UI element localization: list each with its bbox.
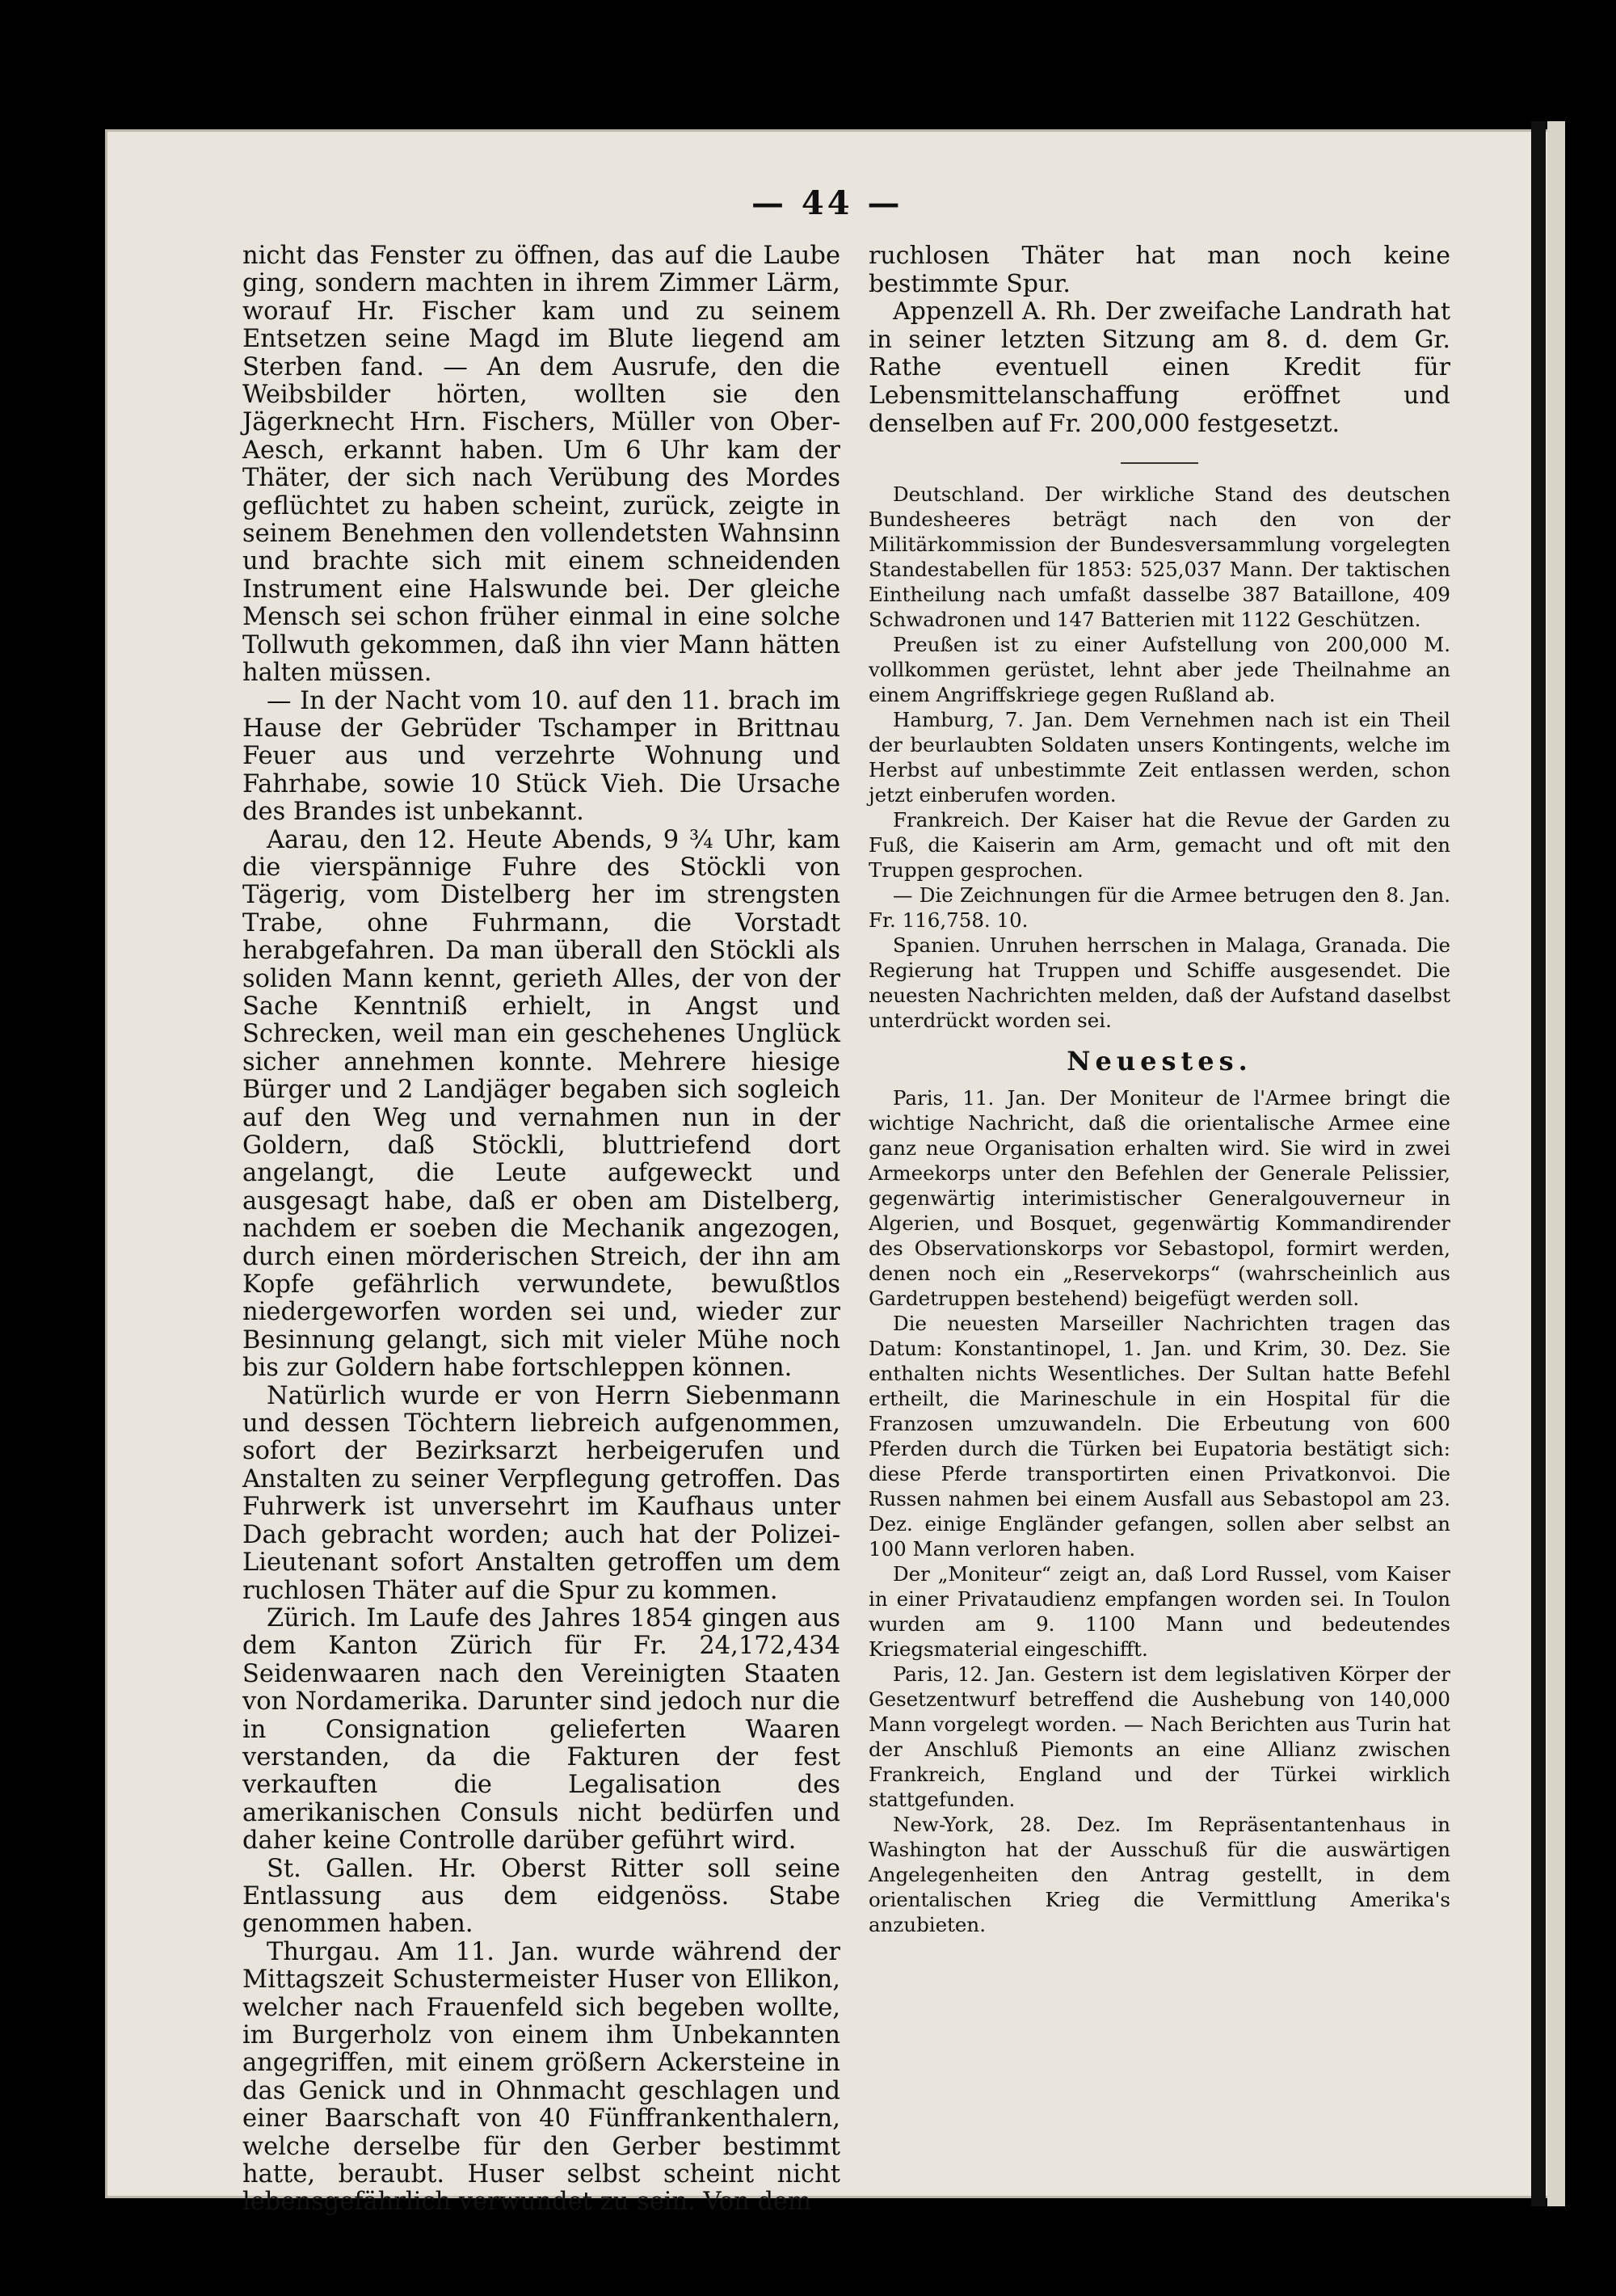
paragraph-moniteur: Der „Moniteur“ zeigt an, daß Lord Russel, vom Kaiser in einer Privataudienz empfangen worden sei. In Toulon wurden am 9. 1100 Mann und bedeutendes Kriegsmaterial eingeschifft. xyxy=(869,1562,1450,1662)
paragraph-siebenmann: Natürlich wurde er von Herrn Siebenmann und dessen Töchtern liebreich aufgenommen, sofort der Bezirksarzt herbeigerufen und Anstalten zu seiner Verpflegung getroffen. Das Fuhrwerk ist unversehrt im Kaufhaus unter Dach gebracht worden; auch hat der Polizei-Lieutenant sofort Anstalten getroffen um dem ruchlosen Thäter auf die Spur zu kommen. xyxy=(242,1381,840,1605)
facing-page-edge xyxy=(1547,121,1565,2206)
right-column xyxy=(869,242,1450,1937)
section-divider xyxy=(1121,462,1198,464)
paragraph-aarau: Aarau, den 12. Heute Abends, 9 ¾ Uhr, kam die vierspännige Fuhre des Stöckli von Tägerig, vom Distelberg her im strengsten Trabe, ohne Fuhrmann, die Vorstadt herabgefahren. Da man überall den Stöckli als soliden Mann kennt, gerieth Alles, der von der Sache Kenntniß erhielt, in Angst und Schrecken, weil man ein geschehenes Unglück sicher annehmen konnte. Mehrere hiesige Bürger und 2 Landjäger begaben sich sogleich auf den Weg und vernahmen nun in der Goldern, daß Stöckli, bluttriefend dort angelangt, die Leute aufgeweckt und ausgesagt habe, daß er oben am Distelberg, nachdem er soeben die Mechanik angezogen, durch einen mörderischen Streich, der ihn am Kopfe gefährlich verwundete, bewußtlos niedergeworfen worden sei und, wieder zur Besinnung gelangt, sich mit vieler Mühe noch bis zur Goldern habe fortschleppen können. xyxy=(242,825,840,1383)
paragraph-paris-12: Paris, 12. Jan. Gestern ist dem legislativen Körper der Gesetzentwurf betreffend die Aushebung von 140,000 Mann vorgelegt worden. — Nach Berichten aus Turin hat der Anschluß Piemonts an eine Allianz zwischen Frankreich, England und der Türkei wirklich stattgefunden. xyxy=(869,1662,1450,1812)
section-heading-neuestes: Neuestes. xyxy=(1067,1046,1252,1077)
paragraph-fischer-murder: nicht das Fenster zu öffnen, das auf die Laube ging, sondern machten in ihrem Zimmer Lärm, worauf Hr. Fischer kam und zu seinem Entsetzen seine Magd im Blute liegend am Sterben fand. — An dem Ausrufe, den die Weibsbilder hörten, wollten sie den Jägerknecht Hrn. Fischers, Müller von Ober-Aesch, erkannt haben. Um 6 Uhr kam der Thäter, der sich nach Verübung des Mordes geflüchtet zu haben scheint, zurück, zeigte in seinem Benehmen den vollendetsten Wahnsinn und brachte sich mit einem schneidenden Instrument eine Halswunde bei. Der gleiche Mensch sei schon früher einmal in eine solche Tollwuth gekommen, daß ihn vier Mann hätten halten müssen. xyxy=(242,242,840,688)
paragraph-thurgau: Thurgau. Am 11. Jan. wurde während der Mittagszeit Schustermeister Huser von Ellikon, welcher nach Frauenfeld sich begeben wollte, im Burgerholz von einem ihm Unbekannten angegriffen, mit einem größern Ackersteine in das Genick und in Ohnmacht geschlagen und einer Baarschaft von 40 Fünffrankenthalern, welche derselbe für den Gerber bestimmt hatte, beraubt. Huser selbst scheint nicht lebensgefährlich verwundet zu sein. Von dem xyxy=(242,1937,840,2217)
paragraph-paris-11: Paris, 11. Jan. Der Moniteur de l'Armee bringt die wichtige Nachricht, daß die orientalische Armee eine ganz neue Organisation erhalten wird. Sie wird in zwei Armeekorps unter den Befehlen der Generale Pelissier, gegenwärtig interimistischer Generalgouverneur in Algerien, und Bosquet, gegenwärtig Kommandirender des Observationskorps vor Sebastopol, formirt werden, denen noch ein „Reservekorps“ (wahrscheinlich aus Gardetruppen bestehend) beigefügt werden soll. xyxy=(869,1086,1450,1311)
paragraph-hamburg: Hamburg, 7. Jan. Dem Vernehmen nach ist ein Theil der beurlaubten Soldaten unsers Kontingents, welche im Herbst auf unbestimmte Zeit entlassen werden, schon jetzt einberufen worden. xyxy=(869,708,1450,807)
page-number: — 44 — xyxy=(751,184,903,222)
book-gutter xyxy=(1531,121,1546,2206)
paragraph-brittnau-fire: — In der Nacht vom 10. auf den 11. brach im Hause der Gebrüder Tschamper in Brittnau Feuer aus und verzehrte Wohnung und Fahrhabe, sowie 10 Stück Vieh. Die Ursache des Brandes ist unbekannt. xyxy=(242,686,840,827)
paragraph-marseille: Die neuesten Marseiller Nachrichten tragen das Datum: Konstantinopel, 1. Jan. und Krim, 30. Dez. Sie enthalten nichts Wesentliches. Der Sultan hatte Befehl ertheilt, die Marineschule in ein Hospital für die Franzosen umzuwandeln. Die Erbeutung von 600 Pferden durch die Türken bei Eupatoria bestätigt sich: diese Pferde transportirten einen Privatkonvoi. Die Russen nahmen bei einem Ausfall aus Sebastopol am 23. Dez. einige Engländer gefangen, sollen aber selbst an 100 Mann verloren haben. xyxy=(869,1312,1450,1561)
paragraph-frankreich: Frankreich. Der Kaiser hat die Revue der Garden zu Fuß, die Kaiserin am Arm, gemacht und oft mit den Truppen gesprochen. xyxy=(869,808,1450,883)
left-column xyxy=(242,242,840,2217)
paragraph-new-york: New-York, 28. Dez. Im Repräsentantenhaus in Washington hat der Ausschuß für die auswärtigen Angelegenheiten den Antrag gestellt, in dem orientalischen Krieg die Vermittlung Amerika's anzubieten. xyxy=(869,1813,1450,1937)
paragraph-preussen: Preußen ist zu einer Aufstellung von 200,000 M. vollkommen gerüstet, lehnt aber jede Theilnahme an einem Angriffskriege gegen Rußland ab. xyxy=(869,633,1450,707)
paragraph-appenzell: Appenzell A. Rh. Der zweifache Landrath hat in seiner letzten Sitzung am 8. d. dem Gr. Rathe eventuell einen Kredit für Lebensmittelanschaffung eröffnet und denselben auf Fr. 200,000 festgesetzt. xyxy=(869,297,1450,438)
paragraph-deutschland: Deutschland. Der wirkliche Stand des deutschen Bundesheeres beträgt nach den von der Militärkommission der Bundesversammlung vorgelegten Standestabellen für 1853: 525,037 Mann. Der taktischen Eintheilung nach umfaßt dasselbe 387 Bataillone, 409 Schwadronen und 147 Batterien mit 1122 Geschützen. xyxy=(869,482,1450,632)
paragraph-spanien: Spanien. Unruhen herrschen in Malaga, Granada. Die Regierung hat Truppen und Schiffe ausgesendet. Die neuesten Nachrichten melden, daß der Aufstand daselbst unterdrückt worden sei. xyxy=(869,933,1450,1033)
paragraph-continuation: ruchlosen Thäter hat man noch keine bestimmte Spur. xyxy=(869,242,1450,298)
paragraph-st-gallen: St. Gallen. Hr. Oberst Ritter soll seine Entlassung aus dem eidgenöss. Stabe genommen haben. xyxy=(242,1854,840,1939)
paragraph-zeichnungen: — Die Zeichnungen für die Armee betrugen den 8. Jan. Fr. 116,758. 10. xyxy=(869,883,1450,933)
paragraph-zuerich: Zürich. Im Laufe des Jahres 1854 gingen aus dem Kanton Zürich für Fr. 24,172,434 Seidenwaaren nach den Vereinigten Staaten von Nordamerika. Darunter sind jedoch nur die in Consignation gelieferten Waaren verstanden, da die Fakturen der fest verkauften die Legalisation des amerikanischen Consuls nicht bedürfen und daher keine Controlle darüber geführt wird. xyxy=(242,1603,840,1856)
